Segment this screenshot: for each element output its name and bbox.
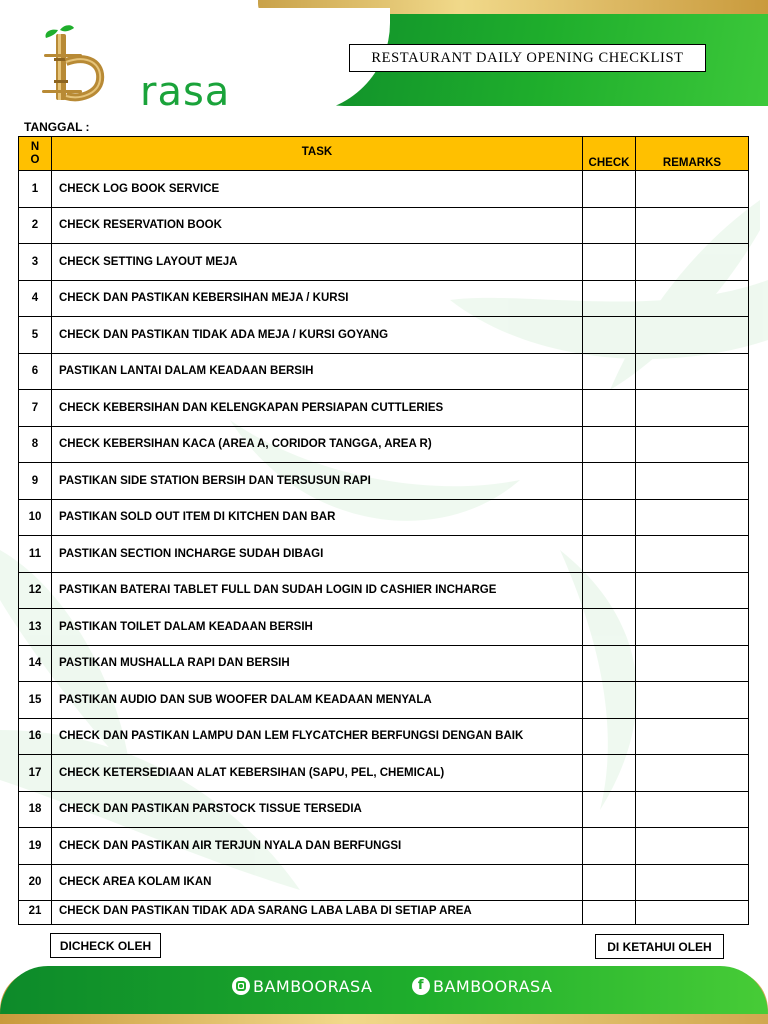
row-task: PASTIKAN SOLD OUT ITEM DI KITCHEN DAN BAR xyxy=(52,499,583,536)
table-row xyxy=(19,864,749,901)
row-remarks-cell[interactable] xyxy=(636,536,749,573)
row-check-cell[interactable] xyxy=(583,317,636,354)
row-task: CHECK KETERSEDIAAN ALAT KEBERSIHAN (SAPU, PEL, CHEMICAL) xyxy=(52,755,583,792)
row-remarks-cell[interactable] xyxy=(636,171,749,208)
row-remarks-cell[interactable] xyxy=(636,645,749,682)
row-task: CHECK SETTING LAYOUT MEJA xyxy=(52,244,583,281)
row-number: 1 xyxy=(19,171,52,208)
header-remarks: REMARKS xyxy=(636,137,749,171)
row-number: 7 xyxy=(19,390,52,427)
row-number: 8 xyxy=(19,426,52,463)
row-remarks-cell[interactable] xyxy=(636,864,749,901)
row-task: CHECK AREA KOLAM IKAN xyxy=(52,864,583,901)
header-check: CHECK xyxy=(583,137,636,171)
table-row xyxy=(19,791,749,828)
row-check-cell[interactable] xyxy=(583,463,636,500)
page-title: RESTAURANT DAILY OPENING CHECKLIST xyxy=(349,44,706,72)
brand-logo xyxy=(40,24,240,115)
row-check-cell[interactable] xyxy=(583,609,636,646)
header-no: N O xyxy=(19,137,52,171)
brand-name: rasa xyxy=(140,69,231,115)
row-task: PASTIKAN TOILET DALAM KEADAAN BERSIH xyxy=(52,609,583,646)
table-row xyxy=(19,901,749,925)
table-row xyxy=(19,390,749,427)
row-number: 3 xyxy=(19,244,52,281)
row-task: CHECK LOG BOOK SERVICE xyxy=(52,171,583,208)
footer-green-band xyxy=(0,966,768,1014)
row-task: PASTIKAN SECTION INCHARGE SUDAH DIBAGI xyxy=(52,536,583,573)
row-number: 16 xyxy=(19,718,52,755)
row-number: 18 xyxy=(19,791,52,828)
row-remarks-cell[interactable] xyxy=(636,682,749,719)
row-remarks-cell[interactable] xyxy=(636,609,749,646)
row-task: CHECK KEBERSIHAN DAN KELENGKAPAN PERSIAPAN CUTTLERIES xyxy=(52,390,583,427)
row-check-cell[interactable] xyxy=(583,353,636,390)
table-row xyxy=(19,463,749,500)
row-task: CHECK DAN PASTIKAN KEBERSIHAN MEJA / KURSI xyxy=(52,280,583,317)
row-check-cell[interactable] xyxy=(583,280,636,317)
row-number: 20 xyxy=(19,864,52,901)
row-check-cell[interactable] xyxy=(583,426,636,463)
row-number: 15 xyxy=(19,682,52,719)
table-row xyxy=(19,572,749,609)
row-number: 19 xyxy=(19,828,52,865)
row-check-cell[interactable] xyxy=(583,390,636,427)
row-task: CHECK DAN PASTIKAN TIDAK ADA MEJA / KURSI GOYANG xyxy=(52,317,583,354)
table-header-row xyxy=(19,137,749,171)
table-row xyxy=(19,828,749,865)
table-row xyxy=(19,353,749,390)
row-remarks-cell[interactable] xyxy=(636,280,749,317)
table-row xyxy=(19,718,749,755)
table-row xyxy=(19,755,749,792)
row-task: CHECK KEBERSIHAN KACA (AREA A, CORIDOR TANGGA, AREA R) xyxy=(52,426,583,463)
row-number: 17 xyxy=(19,755,52,792)
row-check-cell[interactable] xyxy=(583,791,636,828)
row-task: PASTIKAN SIDE STATION BERSIH DAN TERSUSUN RAPI xyxy=(52,463,583,500)
facebook-handle: BAMBOORASA xyxy=(433,976,553,996)
row-check-cell[interactable] xyxy=(583,207,636,244)
table-row xyxy=(19,207,749,244)
row-check-cell[interactable] xyxy=(583,718,636,755)
acknowledged-by-box: DI KETAHUI OLEH xyxy=(595,934,724,959)
row-check-cell[interactable] xyxy=(583,864,636,901)
row-task: CHECK DAN PASTIKAN TIDAK ADA SARANG LABA LABA DI SETIAP AREA xyxy=(52,901,583,925)
date-label: TANGGAL : xyxy=(24,120,90,134)
table-row xyxy=(19,244,749,281)
row-number: 9 xyxy=(19,463,52,500)
row-task: CHECK DAN PASTIKAN PARSTOCK TISSUE TERSEDIA xyxy=(52,791,583,828)
row-number: 21 xyxy=(19,901,52,925)
row-remarks-cell[interactable] xyxy=(636,901,749,925)
row-remarks-cell[interactable] xyxy=(636,353,749,390)
row-remarks-cell[interactable] xyxy=(636,426,749,463)
row-number: 12 xyxy=(19,572,52,609)
row-number: 2 xyxy=(19,207,52,244)
table-row xyxy=(19,682,749,719)
row-check-cell[interactable] xyxy=(583,901,636,925)
row-task: PASTIKAN MUSHALLA RAPI DAN BERSIH xyxy=(52,645,583,682)
row-check-cell[interactable] xyxy=(583,755,636,792)
row-remarks-cell[interactable] xyxy=(636,207,749,244)
row-remarks-cell[interactable] xyxy=(636,463,749,500)
table-row xyxy=(19,426,749,463)
row-check-cell[interactable] xyxy=(583,645,636,682)
row-remarks-cell[interactable] xyxy=(636,718,749,755)
row-number: 13 xyxy=(19,609,52,646)
row-remarks-cell[interactable] xyxy=(636,755,749,792)
row-number: 5 xyxy=(19,317,52,354)
row-check-cell[interactable] xyxy=(583,828,636,865)
instagram-link[interactable] xyxy=(232,975,372,997)
facebook-icon: f xyxy=(412,977,430,995)
row-number: 14 xyxy=(19,645,52,682)
row-check-cell[interactable] xyxy=(583,499,636,536)
instagram-icon xyxy=(232,977,250,995)
instagram-handle: BAMBOORASA xyxy=(253,976,373,996)
row-number: 11 xyxy=(19,536,52,573)
row-number: 4 xyxy=(19,280,52,317)
checked-by-box: DICHECK OLEH xyxy=(50,933,161,958)
row-task: PASTIKAN AUDIO DAN SUB WOOFER DALAM KEADAAN MENYALA xyxy=(52,682,583,719)
checklist-table xyxy=(18,136,749,925)
table-row xyxy=(19,609,749,646)
table-row xyxy=(19,280,749,317)
row-remarks-cell[interactable] xyxy=(636,499,749,536)
row-number: 6 xyxy=(19,353,52,390)
row-remarks-cell[interactable] xyxy=(636,791,749,828)
row-task: CHECK RESERVATION BOOK xyxy=(52,207,583,244)
table-row xyxy=(19,171,749,208)
table-row xyxy=(19,645,749,682)
row-check-cell[interactable] xyxy=(583,536,636,573)
table-row xyxy=(19,536,749,573)
row-remarks-cell[interactable] xyxy=(636,390,749,427)
row-task: CHECK DAN PASTIKAN AIR TERJUN NYALA DAN BERFUNGSI xyxy=(52,828,583,865)
row-remarks-cell[interactable] xyxy=(636,572,749,609)
table-row xyxy=(19,317,749,354)
row-remarks-cell[interactable] xyxy=(636,317,749,354)
row-task: CHECK DAN PASTIKAN LAMPU DAN LEM FLYCATCHER BERFUNGSI DENGAN BAIK xyxy=(52,718,583,755)
facebook-link[interactable] xyxy=(412,975,552,997)
row-check-cell[interactable] xyxy=(583,171,636,208)
row-number: 10 xyxy=(19,499,52,536)
row-task: PASTIKAN BATERAI TABLET FULL DAN SUDAH LOGIN ID CASHIER INCHARGE xyxy=(52,572,583,609)
row-remarks-cell[interactable] xyxy=(636,828,749,865)
row-check-cell[interactable] xyxy=(583,244,636,281)
row-check-cell[interactable] xyxy=(583,572,636,609)
row-remarks-cell[interactable] xyxy=(636,244,749,281)
table-row xyxy=(19,499,749,536)
header-task: TASK xyxy=(52,137,583,171)
row-check-cell[interactable] xyxy=(583,682,636,719)
row-task: PASTIKAN LANTAI DALAM KEADAAN BERSIH xyxy=(52,353,583,390)
